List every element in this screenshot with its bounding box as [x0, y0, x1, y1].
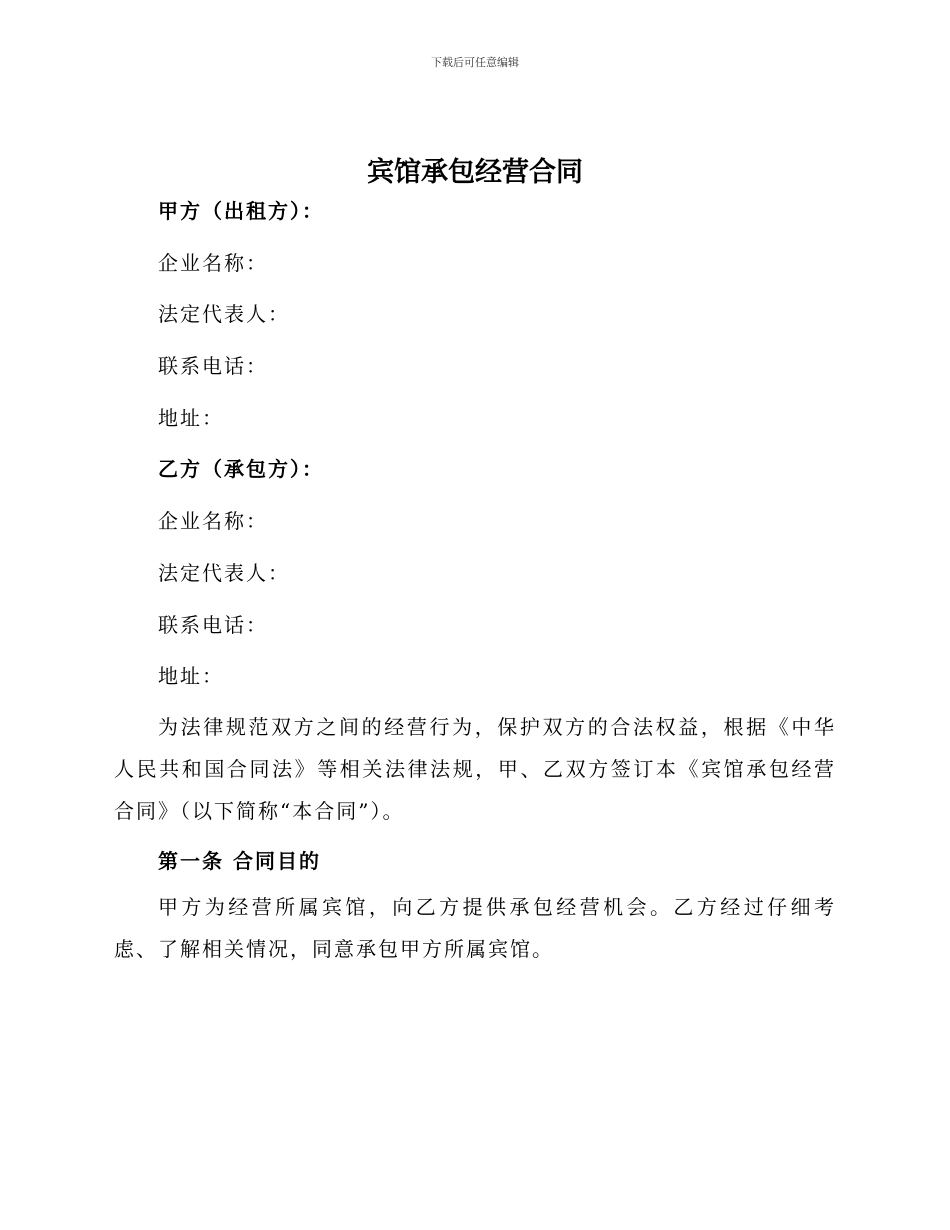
intro-paragraph: 为法律规范双方之间的经营行为，保护双方的合法权益，根据《中华人民共和国合同法》等相关法律法规，甲、乙双方签订本《宾馆承包经营合同》（以下简称“本合同”）。: [114, 714, 836, 823]
party-a-address-label: 地址：: [158, 405, 224, 430]
party-a-phone-label: 联系电话：: [158, 354, 268, 379]
header-note: 下载后可任意编辑: [431, 56, 519, 69]
party-b-heading: 乙方（承包方）：: [158, 457, 324, 482]
party-a-legal-rep-label: 法定代表人：: [158, 302, 290, 327]
party-b-phone-label: 联系电话：: [158, 612, 268, 637]
article-1-heading: 第一条 合同目的: [158, 848, 321, 873]
party-b-address-label: 地址：: [158, 664, 224, 689]
party-b-company-label: 企业名称：: [158, 509, 268, 534]
document-body: [114, 193, 836, 978]
article-1-paragraph: 甲方为经营所属宾馆，向乙方提供承包经营机会。乙方经过仔细考虑、了解相关情况，同意承包甲方所属宾馆。: [114, 894, 836, 961]
party-a-heading: 甲方（出租方）：: [158, 199, 324, 223]
party-b-legal-rep-label: 法定代表人：: [158, 560, 290, 585]
party-a-company-label: 企业名称：: [158, 250, 268, 275]
document-title: 宾馆承包经营合同: [367, 157, 583, 188]
